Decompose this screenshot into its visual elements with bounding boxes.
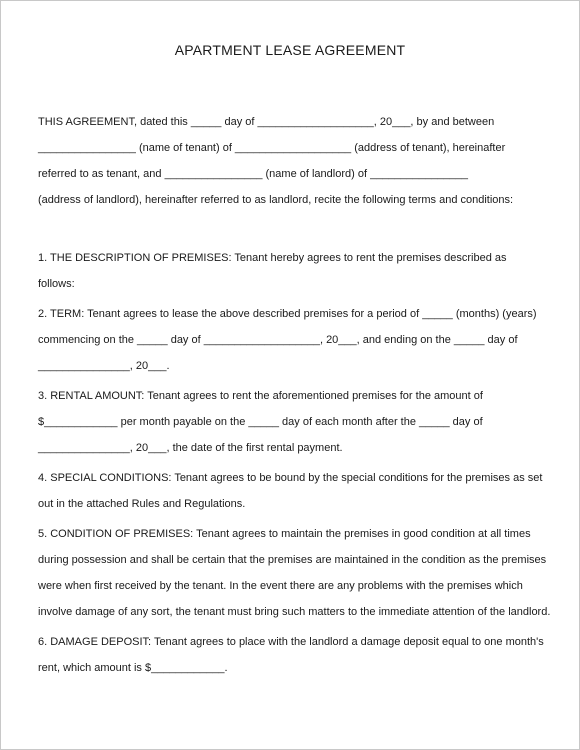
section-description-of-premises [38,245,558,297]
section-line: during possession and shall be certain that the premises are maintained in the condition as the premises [38,554,547,566]
section-special-conditions [38,465,558,517]
intro-line: referred to as tenant, and ________________ (name of landlord) of ________________ [38,168,468,180]
section-damage-deposit [38,629,558,681]
section-line: 3. RENTAL AMOUNT: Tenant agrees to rent the aforementioned premises for the amount of [38,390,483,402]
section-line: 5. CONDITION OF PREMISES: Tenant agrees to maintain the premises in good condition at all times [38,528,531,540]
section-line: 6. DAMAGE DEPOSIT: Tenant agrees to place with the landlord a damage deposit equal to one month's [38,636,544,648]
section-line: _______________, 20___. [38,360,170,372]
section-line: were when first received by the tenant. In the event there are any problems with the premises which [38,580,523,592]
section-line: rent, which amount is $____________. [38,662,228,674]
section-condition-of-premises [38,521,558,625]
section-term [38,301,558,379]
section-line: follows: [38,278,75,290]
section-rental-amount [38,383,558,461]
section-line: _______________, 20___, the date of the first rental payment. [38,442,343,454]
intro-paragraph [38,109,558,213]
section-line: 2. TERM: Tenant agrees to lease the above described premises for a period of _____ (months) (years) [38,308,537,320]
document-title: APARTMENT LEASE AGREEMENT [174,42,406,58]
section-line: $____________ per month payable on the _____ day of each month after the _____ day of [38,416,483,428]
section-line: out in the attached Rules and Regulations. [38,498,246,510]
intro-line: (address of landlord), hereinafter referred to as landlord, recite the following terms and conditions: [38,194,514,206]
section-line: 1. THE DESCRIPTION OF PREMISES: Tenant hereby agrees to rent the premises described as [38,252,507,264]
section-line: 4. SPECIAL CONDITIONS: Tenant agrees to be bound by the special conditions for the premises as set [38,472,543,484]
intro-line: THIS AGREEMENT, dated this _____ day of ___________________, 20___, by and between [38,116,495,128]
intro-line: ________________ (name of tenant) of ___________________ (address of tenant), hereinafter [38,142,506,154]
document-body [38,109,558,681]
section-line: commencing on the _____ day of ___________________, 20___, and ending on the _____ day of [38,334,518,346]
section-line: involve damage of any sort, the tenant must bring such matters to the immediate attention of the landlord. [38,606,551,618]
